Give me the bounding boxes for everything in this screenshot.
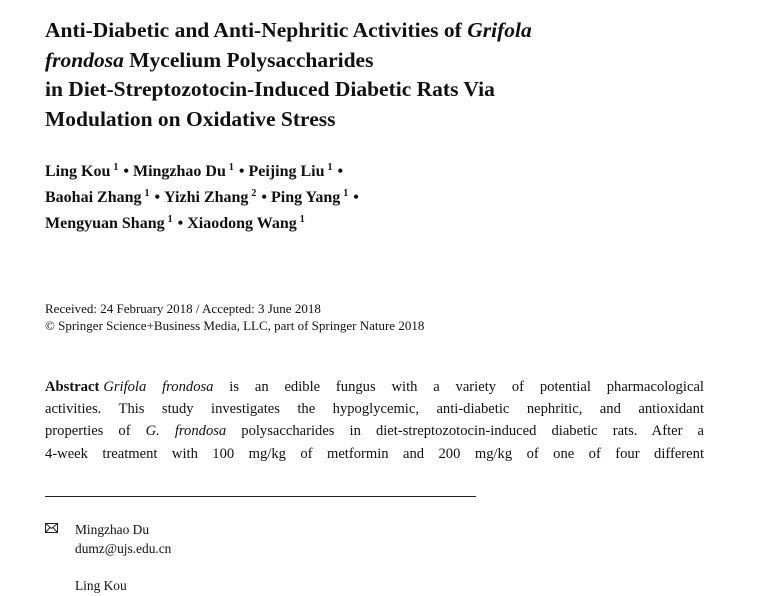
title-line-3: in Diet-Streptozotocin-Induced Diabetic Rats Via	[45, 77, 495, 101]
affiliation-marker: 1	[343, 188, 349, 199]
author-row-1	[45, 159, 363, 185]
author-separator: •	[353, 189, 359, 206]
corresponding-author-email[interactable]: dumz@ujs.edu.cn	[75, 541, 172, 556]
author-separator: •	[154, 189, 161, 206]
affiliation-marker: 1	[167, 214, 173, 225]
author-separator: •	[337, 163, 344, 180]
affiliation-marker: 1	[299, 214, 305, 225]
paper-title	[45, 16, 685, 134]
affiliation-marker: 1	[228, 162, 234, 173]
article-history	[45, 300, 424, 334]
author-name[interactable]: Mengyuan Shang	[45, 215, 165, 232]
author-separator: •	[238, 163, 245, 180]
author-name[interactable]: Baohai Zhang	[45, 189, 142, 206]
author-separator: •	[261, 189, 268, 206]
abstract-line-4: 4-week treatment with 100 mg/kg of metformin and 200 mg/kg of one of four different	[45, 445, 704, 462]
copyright-notice: © Springer Science+Business Media, LLC, part of Springer Nature 2018	[45, 318, 425, 333]
envelope-icon	[45, 523, 58, 533]
corresponding-author-name: Mingzhao Du	[75, 522, 150, 537]
author-name[interactable]: Ping Yang	[271, 189, 341, 206]
author-name[interactable]: Mingzhao Du	[132, 163, 226, 180]
affiliation-marker: 2	[251, 188, 257, 199]
author-name[interactable]: Xiaodong Wang	[187, 215, 297, 232]
author-name[interactable]: Yizhi Zhang	[164, 189, 249, 206]
title-line-4: Modulation on Oxidative Stress	[45, 106, 336, 131]
author-name[interactable]: Ling Kou	[45, 163, 111, 180]
affiliation-marker: 1	[113, 162, 119, 173]
abstract-heading: Abstract	[45, 379, 100, 395]
abstract-line-2: activities. This study investigates the hypoglycemic, anti-diabetic nephritic, and antioxidant	[45, 401, 704, 418]
author-list	[45, 159, 363, 237]
author-name[interactable]: Peijing Liu	[248, 163, 325, 180]
title-line-2: frondosa Mycelium Polysaccharides	[45, 47, 374, 72]
author-separator: •	[123, 163, 129, 180]
abstract-line-1: Abstract Grifola frondosa is an edible fungus with a variety of potential pharmacological	[45, 379, 704, 395]
affiliation-marker: 1	[144, 188, 150, 199]
author-separator: •	[177, 215, 184, 232]
author-row-3	[45, 211, 363, 237]
footnote-divider	[45, 496, 476, 497]
author-row-2	[45, 185, 363, 211]
abstract-line-3: properties of G. frondosa polysaccharides in diet-streptozotocin-induced diabetic rats. After a	[45, 423, 705, 440]
received-accepted-dates: Received: 24 February 2018 / Accepted: 3 June 2018	[45, 301, 321, 316]
second-author-name: Ling Kou	[75, 578, 127, 593]
affiliation-marker: 1	[327, 162, 333, 173]
title-line-1: Anti-Diabetic and Anti-Nephritic Activities of Grifola	[45, 18, 532, 42]
abstract	[45, 376, 704, 465]
